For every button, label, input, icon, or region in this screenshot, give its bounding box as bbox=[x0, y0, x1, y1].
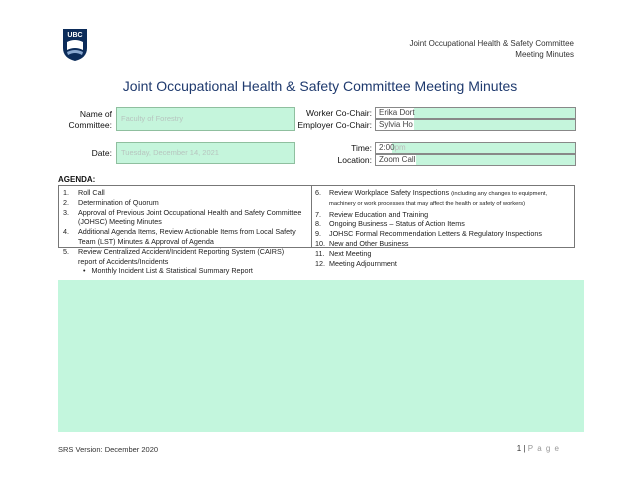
agenda-item: 6. Review Workplace Safety Inspections (including any changes to equipment, bbox=[315, 188, 548, 197]
ubc-shield-icon bbox=[62, 28, 88, 62]
location-label: Location: bbox=[337, 155, 372, 165]
page-number-footer bbox=[517, 444, 560, 453]
agenda-item: 1. Roll Call bbox=[63, 188, 105, 197]
location-field[interactable] bbox=[375, 154, 576, 166]
committee-label-line1: Name of bbox=[79, 109, 112, 119]
header-line-2: Meeting Minutes bbox=[515, 50, 574, 59]
agenda-item: 10. New and Other Business bbox=[315, 238, 409, 248]
minutes-content-area[interactable] bbox=[58, 280, 584, 432]
date-label: Date: bbox=[91, 148, 112, 158]
agenda-item: 5. Review Centralized Accident/Incident Reporting System (CAIRS) bbox=[63, 246, 285, 256]
worker-co-chair-value: Erika Dort bbox=[379, 108, 415, 117]
date-field[interactable]: Tuesday, December 14, 2021 bbox=[116, 142, 295, 164]
page-separator: | bbox=[523, 444, 526, 453]
agenda-item: 7. Review Education and Training bbox=[315, 209, 429, 219]
agenda-item: 8. Ongoing Business – Status of Action Items bbox=[315, 219, 465, 229]
ubc-logo bbox=[62, 28, 88, 62]
agenda-item: 4. Additional Agenda Items, Review Actionable Items from Local Safety bbox=[63, 227, 296, 237]
time-suffix: pm bbox=[394, 143, 406, 152]
agenda-item: 3. Approval of Previous Joint Occupational Health and Safety Committee bbox=[63, 207, 302, 217]
agenda-item: 11. Next Meeting bbox=[315, 248, 372, 258]
time-field[interactable] bbox=[375, 142, 576, 154]
header-line-1: Joint Occupational Health & Safety Committee bbox=[409, 39, 574, 48]
agenda-divider bbox=[311, 186, 312, 247]
page-title: Joint Occupational Health & Safety Committee Meeting Minutes bbox=[122, 78, 518, 94]
employer-co-chair-label: Employer Co-Chair: bbox=[297, 120, 372, 130]
committee-name-field[interactable]: Faculty of Forestry bbox=[116, 107, 295, 131]
version-footer: SRS Version: December 2020 bbox=[58, 445, 159, 454]
agenda-table bbox=[58, 185, 575, 276]
worker-co-chair-label: Worker Co-Chair: bbox=[306, 108, 372, 118]
agenda-right-column bbox=[315, 188, 573, 268]
agenda-item-note: machinery or work processes that may affect the health or safety of workers) bbox=[329, 200, 526, 207]
agenda-item: 12. Meeting Adjournment bbox=[315, 258, 397, 268]
location-value: Zoom Call bbox=[379, 155, 416, 164]
agenda-left-column bbox=[63, 188, 309, 276]
page-word: P a g e bbox=[527, 444, 560, 453]
agenda-heading: AGENDA: bbox=[58, 175, 96, 184]
worker-co-chair-field[interactable] bbox=[375, 107, 576, 119]
page-number: 1 bbox=[516, 444, 522, 453]
agenda-item: (JOHSC) Meeting Minutes bbox=[78, 217, 162, 227]
employer-co-chair-field[interactable] bbox=[375, 119, 576, 131]
time-value: 2:00 bbox=[379, 143, 395, 152]
agenda-item: 9. JOHSC Formal Recommendation Letters & Regulatory Inspections bbox=[315, 229, 542, 239]
agenda-item: 2. Determination of Quorum bbox=[63, 197, 159, 207]
agenda-item: report of Accidents/Incidents bbox=[78, 256, 169, 266]
document-header bbox=[409, 38, 574, 60]
committee-name-label bbox=[58, 109, 112, 131]
time-label: Time: bbox=[351, 143, 372, 153]
committee-label-line2: Committee: bbox=[68, 120, 112, 130]
agenda-item: Team (LST) Minutes & Approval of Agenda bbox=[78, 236, 214, 246]
svg-text:UBC: UBC bbox=[67, 32, 83, 39]
agenda-sub-item: • Monthly Incident List & Statistical Summary Report bbox=[83, 266, 253, 276]
bullet-icon: • bbox=[83, 266, 92, 276]
employer-co-chair-value: Sylvia Ho bbox=[379, 120, 413, 129]
